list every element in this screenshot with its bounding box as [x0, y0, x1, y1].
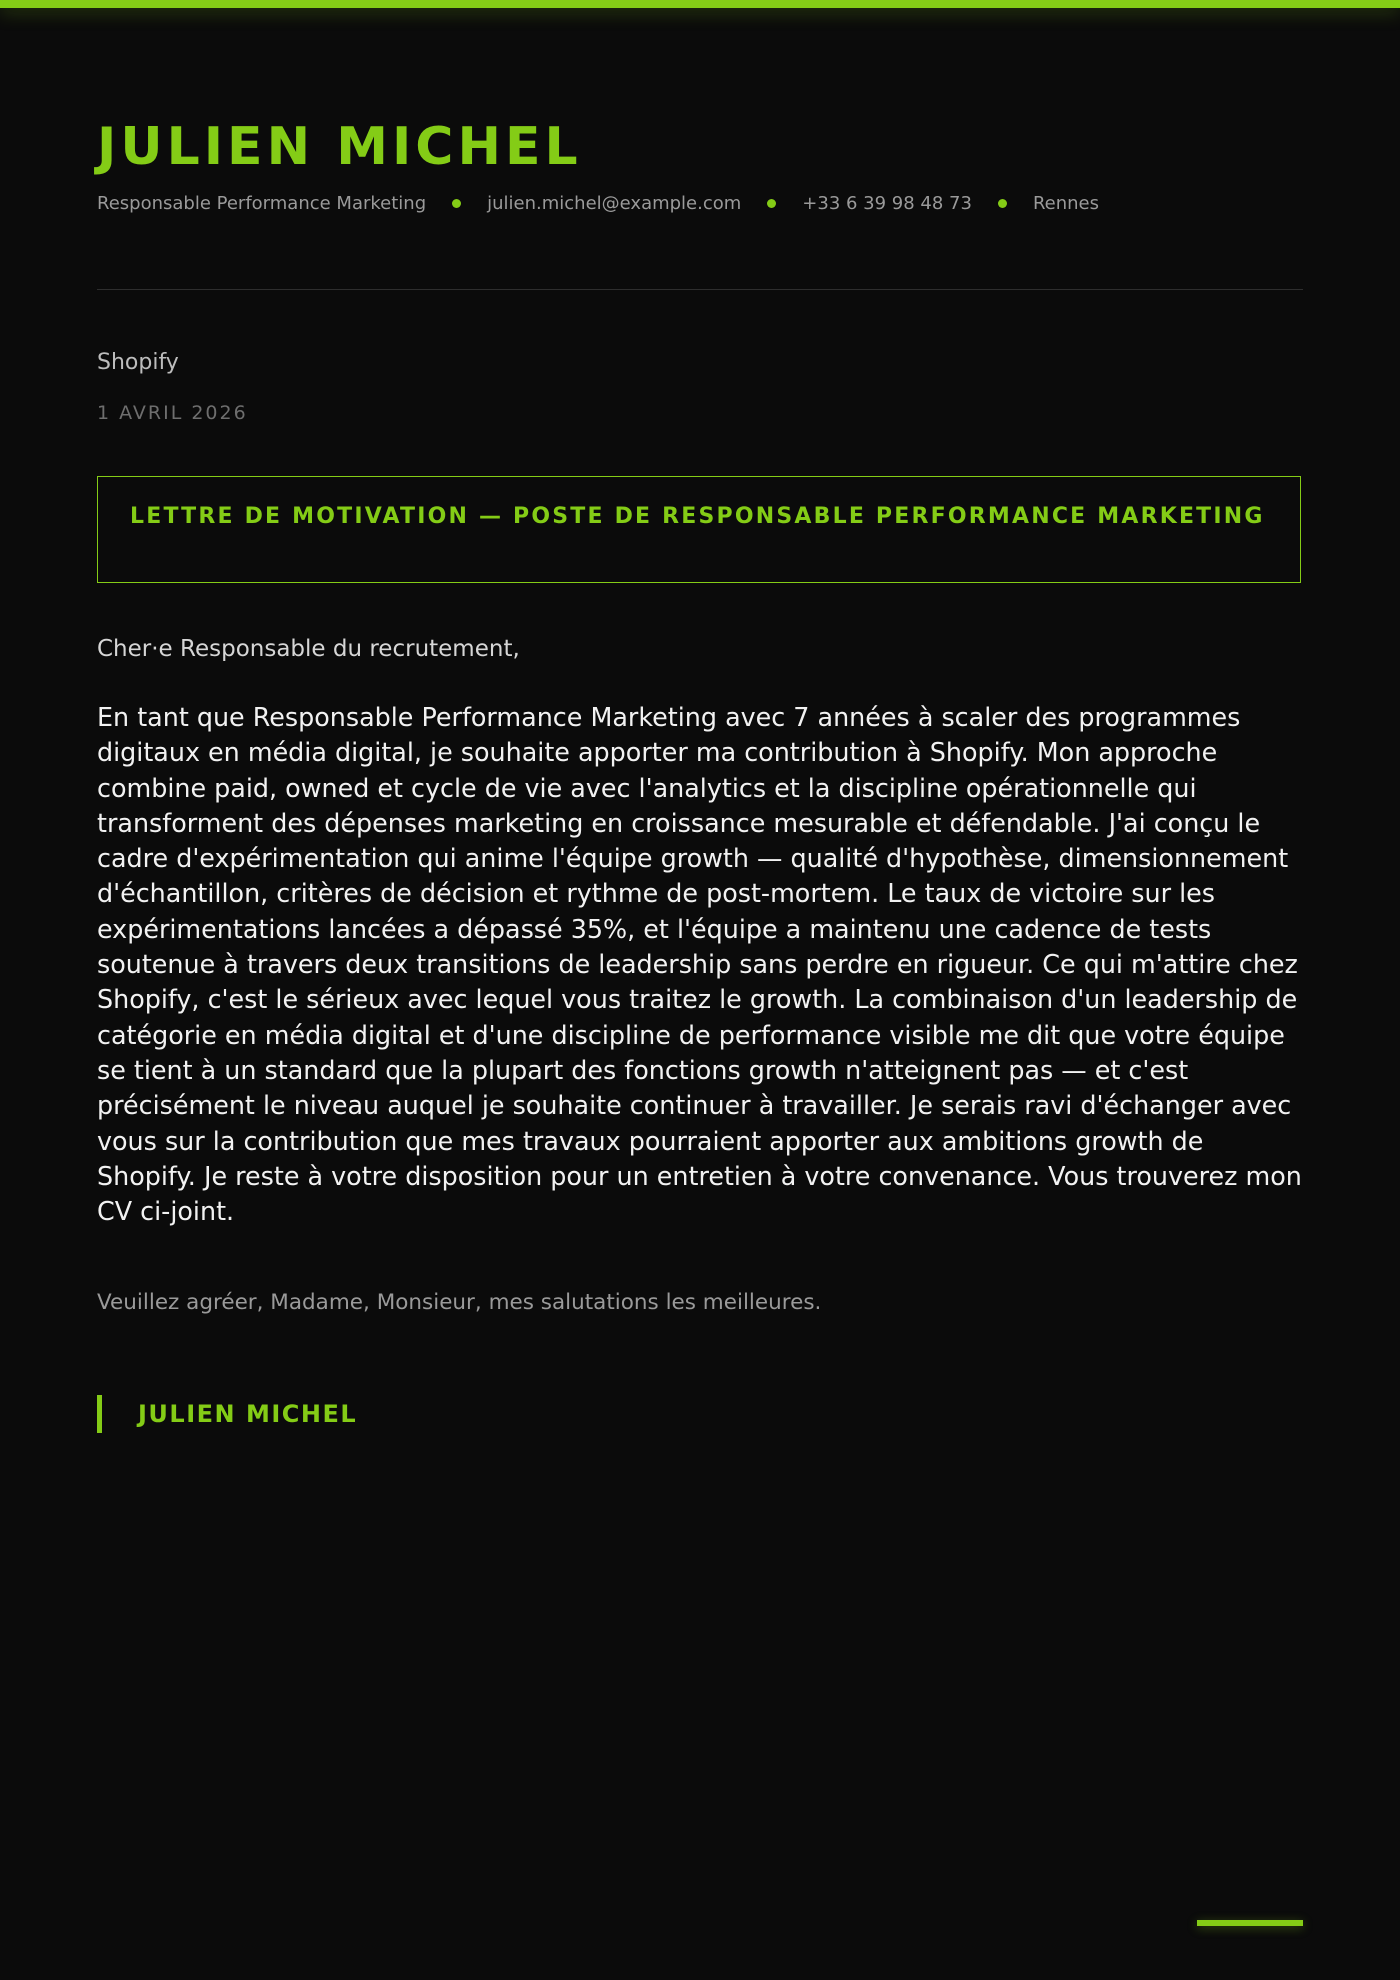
separator-dot-icon — [998, 199, 1007, 208]
letter-date: 1 AVRIL 2026 — [97, 402, 248, 424]
signature-name: JULIEN MICHEL — [138, 1400, 358, 1428]
phone-number: +33 6 39 98 48 73 — [802, 193, 972, 214]
separator-dot-icon — [452, 199, 461, 208]
letter-body: En tant que Responsable Performance Marketing avec 7 années à scaler des programmes digitaux en média digital, je souhaite apporter ma contribution à Shopify. Mon approche combine paid, owned et cycle de vie avec l'analytics et la discipline opérationnelle qui transforment des dépenses marketing en croissance mesurable et défendable. J'ai conçu le cadre d'expérimentation qui anime l'équipe growth — qualité d'hypothèse, dimensionnement d'échantillon, critères de décision et rythme de post-mortem. Le taux de victoire sur les expérimentations lancées a dépassé 35%, et l'équipe a maintenu une cadence de tests soutenue à travers deux transitions de leadership sans perdre en rigueur. Ce qui m'attire chez Shopify, c'est le sérieux avec lequel vous traitez le growth. La combinaison d'un leadership de catégorie en média digital et d'une discipline de performance visible me dit que votre équipe se tient à un standard que la plupart des fonctions growth n'atteignent pas — et c'est précisément le niveau auquel je souhaite continuer à travailler. Je serais ravi d'échanger avec vous sur la contribution que mes travaux pourraient apporter aux ambitions growth de Shopify. Je reste à votre disposition pour un entretien à votre convenance. Vous trouverez mon CV ci-joint. — [97, 702, 1302, 1227]
subject-box — [97, 476, 1301, 583]
city: Rennes — [1032, 193, 1100, 214]
letter-subject: LETTRE DE MOTIVATION — POSTE DE RESPONSABLE PERFORMANCE MARKETING — [130, 504, 1265, 529]
salutation: Cher·e Responsable du recrutement, — [97, 636, 520, 662]
top-accent-bar — [0, 0, 1400, 8]
header-divider — [97, 289, 1303, 290]
closing-formula: Veuillez agréer, Madame, Monsieur, mes salutations les meilleures. — [97, 1290, 822, 1315]
separator-dot-icon — [767, 199, 776, 208]
applicant-name: JULIEN MICHEL — [97, 117, 582, 177]
bottom-accent-bar — [1197, 1920, 1303, 1926]
signature-block — [97, 1395, 357, 1433]
email-address: julien.michel@example.com — [487, 193, 742, 214]
contact-line — [97, 193, 1099, 214]
job-title: Responsable Performance Marketing — [97, 193, 427, 214]
recipient-company: Shopify — [97, 350, 179, 375]
